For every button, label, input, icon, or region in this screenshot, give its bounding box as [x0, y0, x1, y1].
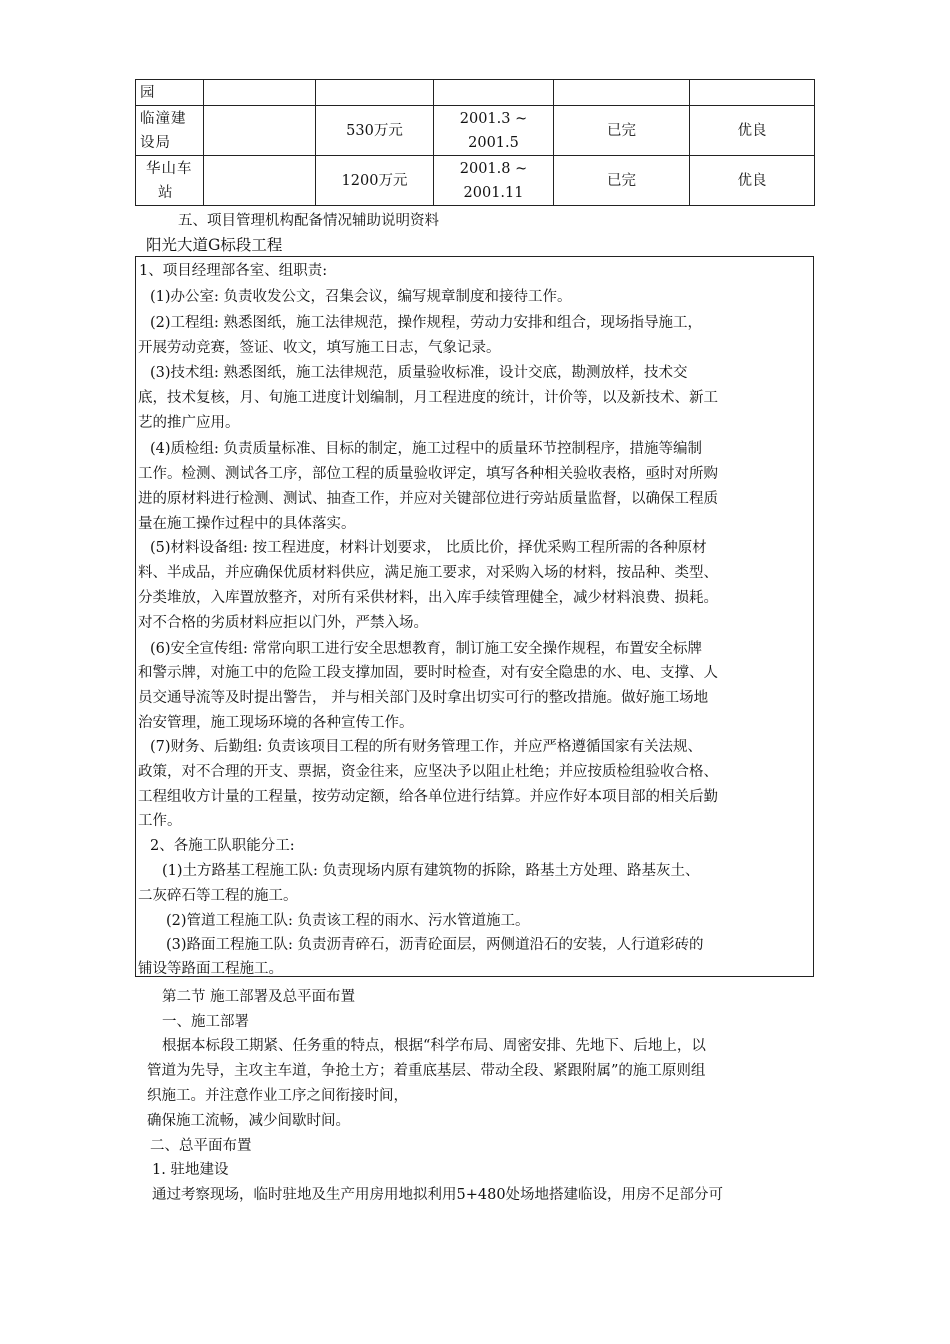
cell-amount [316, 80, 434, 106]
box-line: 二灰碎石等工程的施工。 [138, 888, 298, 904]
box-line: (5)材料设备组: 按工程进度，材料计划要求， 比质比价，择优采购工程所需的各种原材 [150, 540, 707, 556]
cell-status: 已完 [554, 106, 690, 156]
cell-quality: 优良 [690, 156, 815, 206]
box-line: 和警示牌，对施工中的危险工段支撑加固，要时时检查，对有安全隐患的水、电、支撑、人 [138, 665, 718, 681]
cell-empty [204, 80, 316, 106]
cell-empty [204, 106, 316, 156]
project-name: 阳光大道G标段工程 [146, 236, 283, 254]
cell-amount: 530万元 [316, 106, 434, 156]
cell-amount: 1200万元 [316, 156, 434, 206]
cell-name: 华山车 站 [136, 156, 204, 206]
box-line: 底，技术复核，月、旬施工进度计划编制，月工程进度的统计，计价等，以及新技术、新工 [138, 390, 718, 406]
box-line: 开展劳动竞赛，签证、收文，填写施工日志，气象记录。 [138, 340, 501, 356]
box-line: (2)管道工程施工队: 负责该工程的雨水、污水管道施工。 [166, 913, 530, 929]
box-line: 工作。检测、测试各工序，部位工程的质量验收评定，填写各种相关验收表格，亟时对所购 [138, 466, 718, 482]
box-line: 2、各施工队职能分工: [150, 838, 295, 854]
paragraph-line: 通过考察现场，临时驻地及生产用房用地拟利用5+480处场地搭建临设，用房不足部分可 [152, 1187, 724, 1203]
paragraph-line: 根据本标段工期紧、任务重的特点，根据“科学布局、周密安排、先地下、后地上，以 [162, 1038, 706, 1054]
section-five-title: 五、项目管理机构配备情况辅助说明资料 [178, 213, 439, 229]
box-line: (6)安全宣传组: 常常向职工进行安全思想教育，制订施工安全操作规程，布置安全标牌 [150, 641, 703, 657]
paragraph-line: 确保施工流畅，减少间歇时间。 [147, 1113, 350, 1129]
table-row [136, 106, 815, 156]
cell-period: 2001.8 ~ 2001.11 [434, 156, 554, 206]
cell-period: 2001.3 ~ 2001.5 [434, 106, 554, 156]
subsection-title: 二、总平面布置 [150, 1138, 252, 1154]
section-title: 第二节 施工部署及总平面布置 [162, 989, 356, 1005]
paragraph-line: 管道为先导，主攻主车道，争抢土方；着重底基层、带动全段、紧跟附属”的施工原则组 [147, 1063, 706, 1079]
box-line: 对不合格的劣质材料应拒以门外，严禁入场。 [138, 615, 428, 631]
box-line: 治安管理，施工现场环境的各种宣传工作。 [138, 715, 414, 731]
box-line: (4)质检组: 负责质量标准、目标的制定，施工过程中的质量环节控制程序，措施等编制 [150, 441, 703, 457]
box-line: (1)土方路基工程施工队: 负责现场内原有建筑物的拆除，路基土方处理、路基灰土、 [162, 863, 700, 879]
cell-quality: 优良 [690, 106, 815, 156]
box-line: 进的原材料进行检测、测试、抽查工作，并应对关键部位进行旁站质量监督，以确保工程质 [138, 491, 718, 507]
box-line: (1)办公室: 负责收发公文，召集会议，编写规章制度和接待工作。 [150, 289, 572, 305]
table-row [136, 156, 815, 206]
box-line: 员交通导流等及时提出警告， 并与相关部门及时拿出切实可行的整改措施。做好施工场地 [138, 690, 709, 706]
subsection-title: 1. 驻地建设 [152, 1162, 229, 1178]
box-line: (2)工程组: 熟悉图纸，施工法律规范，操作规程，劳动力安排和组合，现场指导施工， [150, 315, 703, 331]
box-line: 政策，对不合理的开支、票据，资金往来，应坚决予以阻止杜绝；并应按质检组验收合格、 [138, 764, 718, 780]
box-line: 1、项目经理部各室、组职责: [139, 263, 328, 279]
box-line: (3)技术组: 熟悉图纸，施工法律规范，质量验收标准，设计交底，勘测放样，技术交 [150, 365, 688, 381]
box-line: (7)财务、后勤组: 负责该项目工程的所有财务管理工作，并应严格遵循国家有关法规、 [150, 739, 703, 755]
cell-name: 临潼建 设局 [136, 106, 204, 156]
box-line: 料、半成品，并应确保优质材料供应，满足施工要求，对采购入场的材料，按品种、类型、 [138, 565, 718, 581]
project-table [135, 79, 815, 206]
box-line: 量在施工操作过程中的具体落实。 [138, 516, 356, 532]
cell-quality [690, 80, 815, 106]
box-line: 艺的推广应用。 [138, 415, 240, 431]
box-line: 工作。 [138, 813, 182, 829]
box-line: 分类堆放，入库置放整齐，对所有采供材料，出入库手续管理健全，减少材料浪费、损耗。 [138, 590, 718, 606]
responsibility-box [135, 256, 814, 977]
cell-name: 园 [136, 80, 204, 106]
box-line: (3)路面工程施工队: 负责沥青碎石，沥青砼面层，两侧道沿石的安装，人行道彩砖的 [166, 937, 704, 953]
box-line: 铺设等路面工程施工。 [138, 961, 283, 977]
subsection-title: 一、施工部署 [162, 1014, 249, 1030]
cell-period [434, 80, 554, 106]
box-line: 工程组收方计量的工程量，按劳动定额，给各单位进行结算。并应作好本项目部的相关后勤 [138, 789, 718, 805]
cell-status [554, 80, 690, 106]
paragraph-line: 织施工。并注意作业工序之间衔接时间， [147, 1088, 408, 1104]
cell-empty [204, 156, 316, 206]
cell-status: 已完 [554, 156, 690, 206]
table-row [136, 80, 815, 106]
